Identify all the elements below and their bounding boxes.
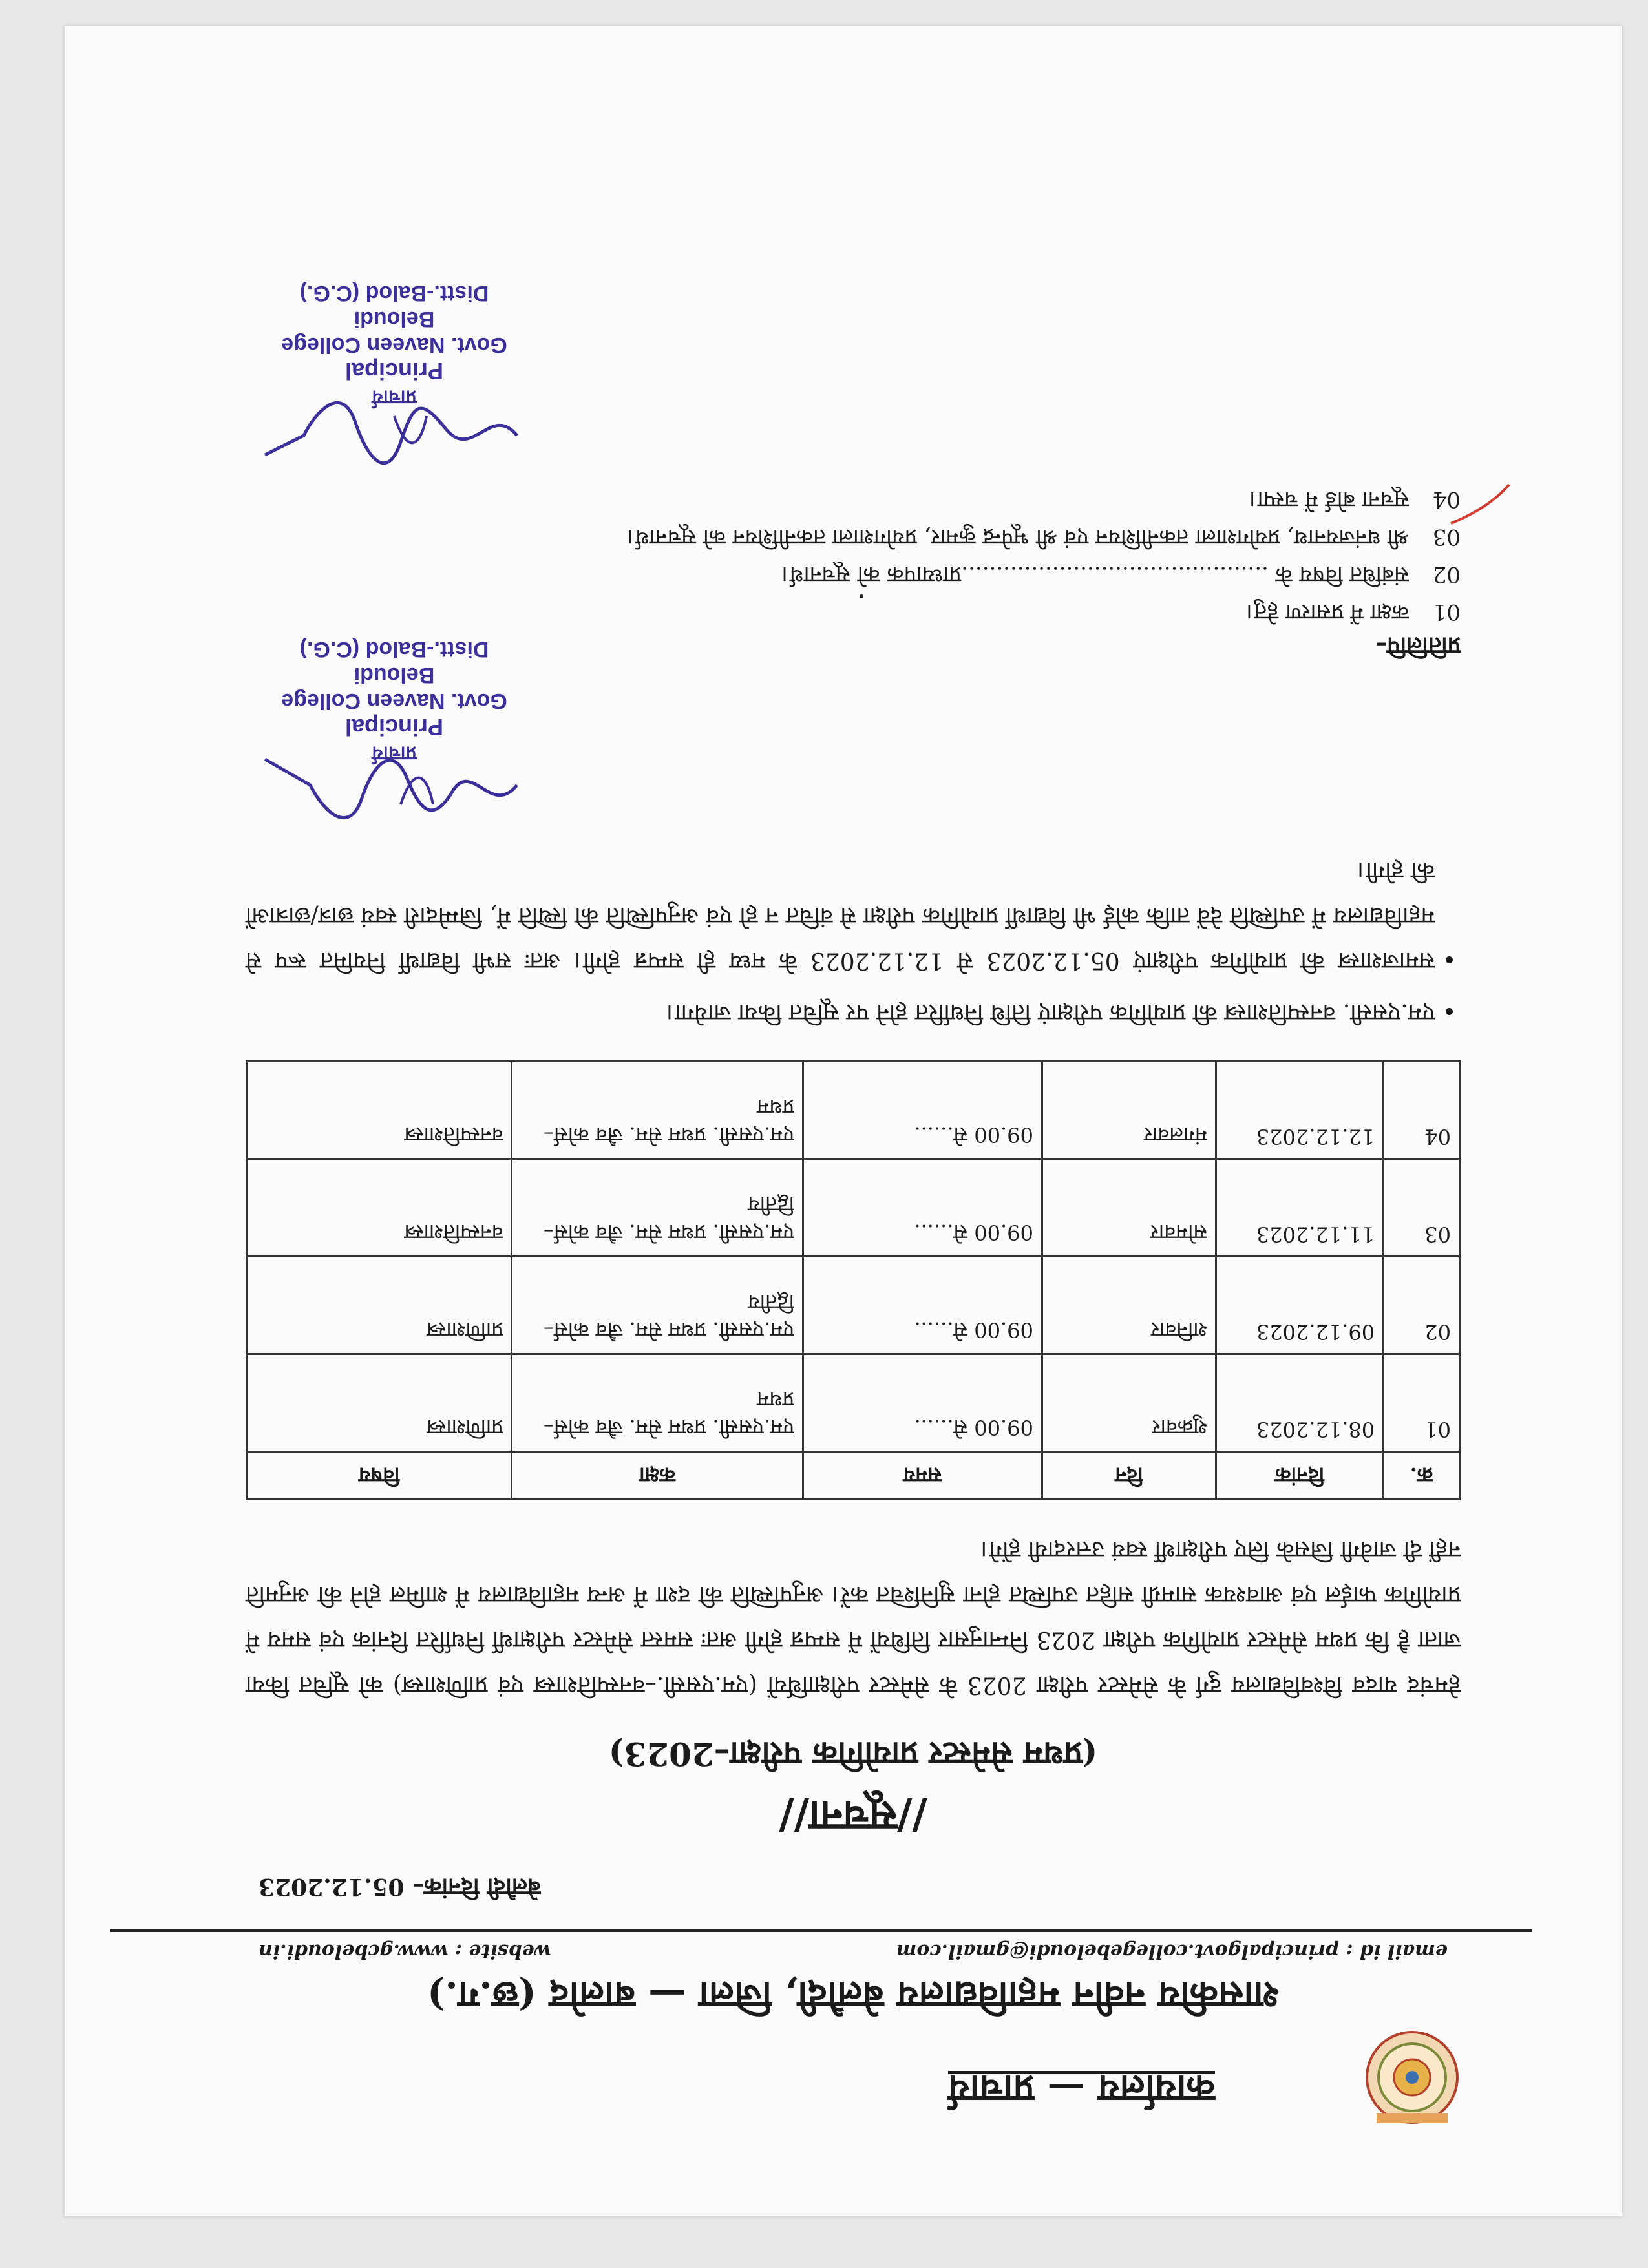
office-title: कार्यालय — प्राचार्य	[947, 2067, 1215, 2111]
table-cell: 09.12.2023	[1216, 1257, 1384, 1354]
college-seal-icon	[1364, 2029, 1461, 2126]
table-cell: मंगलवार	[1042, 1062, 1216, 1159]
signature-block	[252, 637, 536, 824]
item-number: 04	[1432, 487, 1461, 512]
exam-schedule-table	[246, 1060, 1461, 1500]
table-cell: 02	[1384, 1257, 1460, 1354]
principal-stamp	[252, 280, 536, 410]
website-text: website : www.gcbeloudi.in	[259, 1940, 551, 1962]
table-cell: एम.एससी. प्रथम सेम. जैव कोर्स–द्वितीय	[512, 1257, 803, 1354]
list-item: • समाजशास्त्र की प्रायोगिक परीक्षाएं 05.12.2023 से 12.12.2023 के मध्य ही सम्पन्न होगी। अतः सभी विद्यार्थी नियमित रूप से महाविद्यालय में उपस्थिति देवें ताकि कोई भी विद्यार्थी प्रायोगिक परीक्षा से वंचित न हो एवं अनुपस्थिति की स्थिति में, जिम्मेदारी स्वयं छात्र/छात्राओं की होगी।	[246, 847, 1435, 983]
header-cell: विषय	[247, 1452, 512, 1500]
ink-dot	[860, 594, 863, 598]
table-cell: 09.00 से......	[803, 1159, 1042, 1257]
table-row	[247, 1159, 1460, 1257]
item-text: कक्षा में प्रसारण हेतु।	[1246, 599, 1409, 625]
header-cell: समय	[803, 1452, 1042, 1500]
copy-to-heading: प्रतिलिपि–	[1375, 632, 1461, 659]
table-cell: शनिवार	[1042, 1257, 1216, 1354]
table-cell: एम.एससी. प्रथम सेम. जैव कोर्स–प्रथम	[512, 1354, 803, 1452]
list-item: • एम.एससी. वनस्पतिशास्त्र की प्रायोगिक परीक्षाएं तिथि निर्धारित होने पर सूचित किया जायेगा।	[246, 989, 1435, 1034]
stamp-line: Principal	[344, 358, 444, 384]
item-text: सूचना बोर्ड में चस्पा।	[1249, 487, 1409, 512]
notice-title: //सूचना//	[779, 1792, 927, 1840]
header-cell: कक्षा	[512, 1452, 803, 1500]
item-number: 02	[1432, 562, 1461, 587]
table-cell: 04	[1384, 1062, 1460, 1159]
notice-paragraph: हेमचंद यादव विश्वविद्यालय दुर्ग के सेमेस्टर परीक्षा 2023 के सेमेस्टर परीक्षार्थियों (एम.एससी.–वनस्पतिशास्त्र एवं प्राणिशास्त्र) को सूचित किया जाता है कि प्रथम सेमेस्टर प्रायोगिक परीक्षा 2023 निम्नानुसार तिथियों में सम्पन्न होगी अतः समस्त सेमेस्टर परीक्षार्थी निर्धारित दिनांक एवं समय में प्रायोगिक फाईल एवं आवश्यक सामग्री सहित उपस्थित होना सुनिश्चित करें। अनुपस्थिति की दशा में अन्य महाविद्यालय में शामिल होने की अनुमति नहीं दी जावेगी जिसके लिए परीक्षार्थी स्वयं उत्तरदायी होंगे।	[246, 1536, 1461, 1698]
scanned-sheet	[65, 26, 1622, 2216]
table-cell: 03	[1384, 1159, 1460, 1257]
upside-down-page	[65, 26, 1622, 2216]
item-text: संबंधित विषय के ............................................प्राध्यापक को सूचनार्थ।	[781, 562, 1409, 587]
item-number: 03	[1432, 524, 1461, 550]
red-tick-mark-icon	[1448, 478, 1519, 530]
header-cell: दिन	[1042, 1452, 1216, 1500]
notes-list	[246, 847, 1461, 1034]
table-header-row	[247, 1452, 1460, 1500]
table-cell: 11.12.2023	[1216, 1159, 1384, 1257]
item-text: श्री धनंजयनाथ, प्रयोगशाला तकनीशियन एवं श्री भूपेन्द्र कुमार, प्रयोगशाला तकनीशियन को सूचनार्थ।	[627, 524, 1409, 550]
table-row	[247, 1257, 1460, 1354]
email-text: email id : principalgovt.collegebeloudi@gmail.com	[896, 1940, 1448, 1962]
table-cell: सोमवार	[1042, 1159, 1216, 1257]
table-cell: 09.00 से......	[803, 1257, 1042, 1354]
signature-block	[252, 281, 536, 468]
stamp-line: Govt. Naveen College Beloudi	[281, 663, 507, 713]
notice-document	[246, 281, 1461, 2126]
list-item	[246, 593, 1461, 631]
header-cell: क्र.	[1384, 1452, 1460, 1500]
table-cell: वनस्पतिशास्त्र	[247, 1062, 512, 1159]
stamp-line: Distt.-Balod (C.G.)	[299, 281, 489, 306]
notice-subtitle: (प्रथम सेमेस्टर प्रायोगिक परीक्षा–2023)	[608, 1735, 1098, 1773]
principal-stamp	[252, 636, 536, 766]
table-cell: 12.12.2023	[1216, 1062, 1384, 1159]
stamp-label: प्राचार्य	[372, 386, 417, 408]
header-divider	[110, 1929, 1532, 1932]
table-row	[247, 1354, 1460, 1452]
college-name: शासकीय नवीन महाविद्यालय बेलौदी, जिला — बालोद (छ.ग.)	[427, 1973, 1279, 2017]
table-cell: एम.एससी. प्रथम सेम. जैव कोर्स–द्वितीय	[512, 1159, 803, 1257]
list-item	[246, 556, 1461, 593]
stamp-line: Principal	[344, 714, 444, 740]
date-line: बेलौदी दिनांक– 05.12.2023	[259, 1873, 541, 1900]
table-cell: 09.00 से......	[803, 1062, 1042, 1159]
stamp-label: प्राचार्य	[372, 742, 417, 764]
table-cell: प्राणिशास्त्र	[247, 1257, 512, 1354]
table-row	[247, 1062, 1460, 1159]
table-cell: शुक्रवार	[1042, 1354, 1216, 1452]
header-cell: दिनांक	[1216, 1452, 1384, 1500]
table-cell: प्राणिशास्त्र	[247, 1354, 512, 1452]
stamp-line: Distt.-Balod (C.G.)	[299, 637, 489, 662]
list-item	[246, 481, 1461, 518]
letterhead	[246, 2029, 1461, 2126]
table-cell: वनस्पतिशास्त्र	[247, 1159, 512, 1257]
table-cell: 08.12.2023	[1216, 1354, 1384, 1452]
list-item	[246, 518, 1461, 556]
table-cell: 01	[1384, 1354, 1460, 1452]
stamp-line: Govt. Naveen College Beloudi	[281, 307, 507, 357]
table-cell: एम.एससी. प्रथम सेम. जैव कोर्स–प्रथम	[512, 1062, 803, 1159]
item-number: 01	[1432, 599, 1461, 625]
table-cell: 09.00 से......	[803, 1354, 1042, 1452]
contact-row	[246, 1940, 1461, 1962]
